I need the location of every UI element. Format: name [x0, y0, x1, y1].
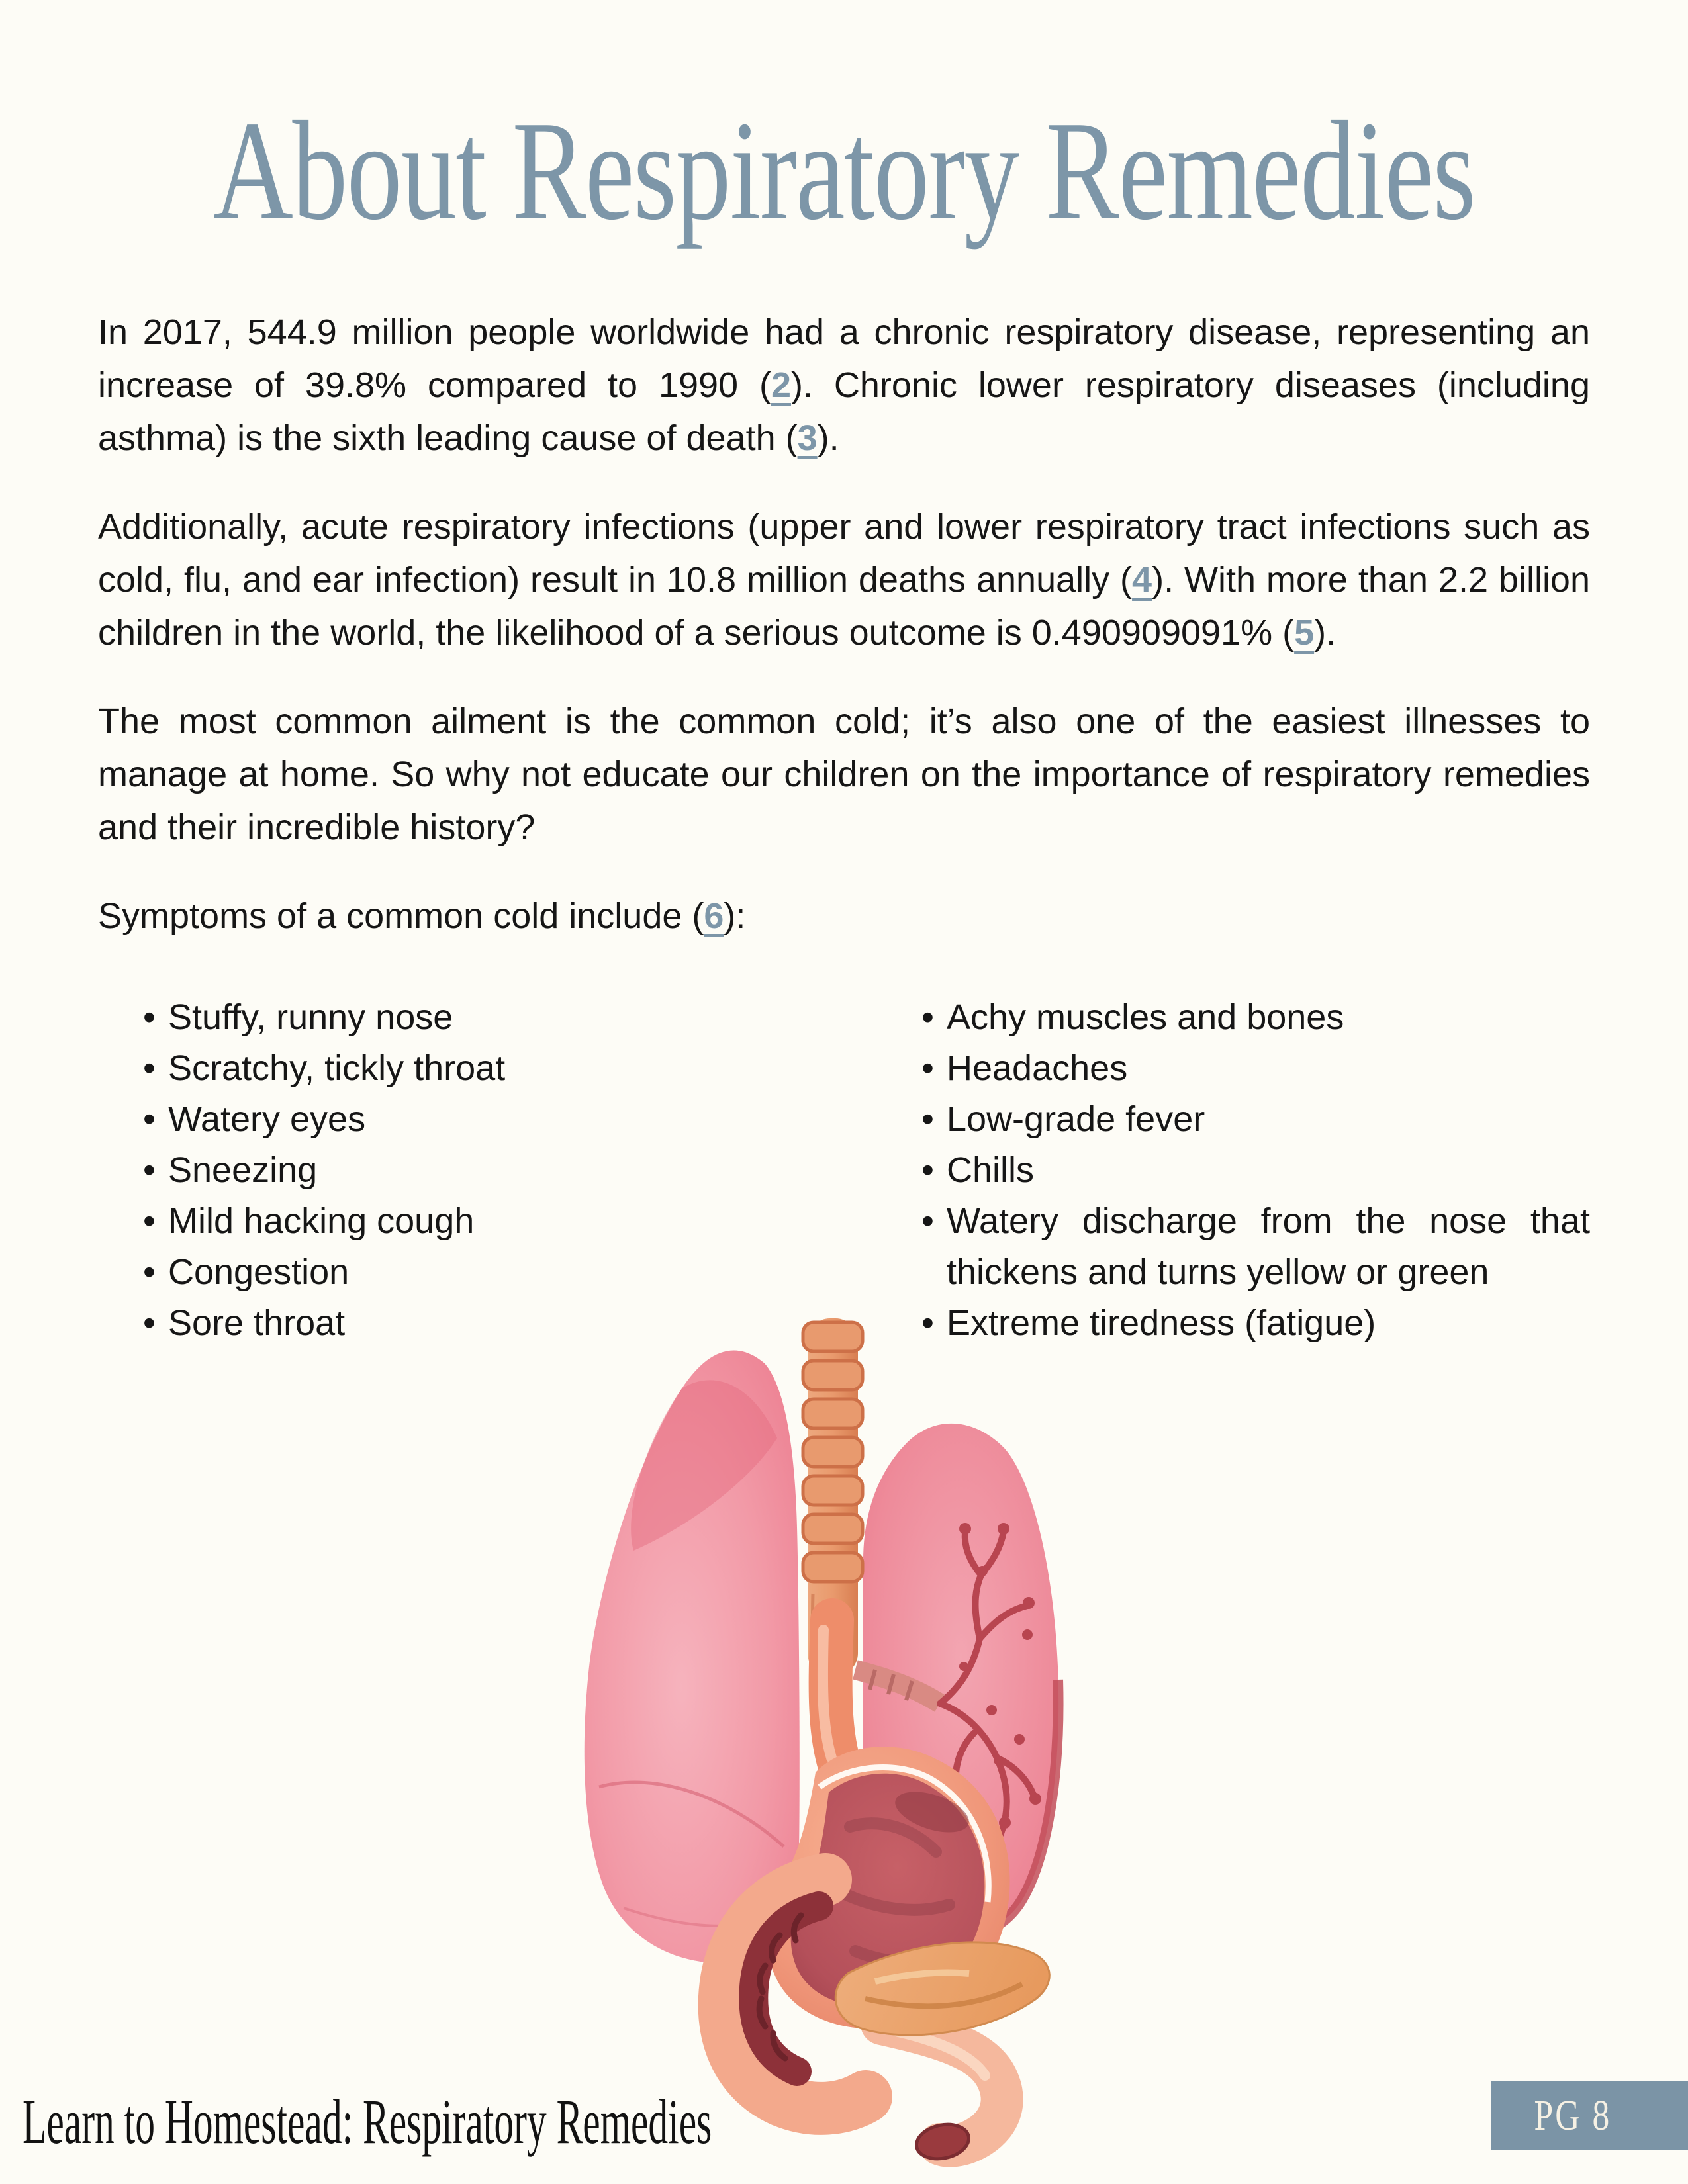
text-run: ):	[724, 896, 746, 936]
symptom-list-item: • Watery discharge from the nose that thickens and turns yellow or green	[920, 1196, 1590, 1298]
citation-link-2[interactable]: 2	[771, 365, 792, 405]
text-run: ). Chronic lower respiratory diseases (including asthma) is the sixth leading cause of death (	[98, 365, 1590, 458]
symptom-list-item: • Sneezing	[142, 1145, 920, 1196]
symptom-list-item: • Chills	[920, 1145, 1590, 1196]
page-title	[0, 78, 1688, 263]
text-run: ).	[817, 418, 839, 458]
left-lung-shape	[585, 1350, 800, 1963]
paragraph-intro-stats	[98, 306, 1590, 465]
symptom-list-item: • Headaches	[920, 1043, 1590, 1094]
footer-title-text: Learn to Homestead: Respiratory Remedies	[23, 2086, 712, 2157]
text-run: Symptoms of a common cold include (	[98, 896, 704, 936]
symptom-list-item: • Sore throat	[142, 1298, 920, 1349]
symptom-list-right	[920, 992, 1590, 1349]
text-run: Additionally, acute respiratory infections (upper and lower respiratory tract infections such as cold, flu, and ear infection) result in 10.8 million deaths annually (	[98, 507, 1590, 600]
symptom-columns	[98, 992, 1590, 1349]
respiratory-system-illustration	[564, 1309, 1080, 2176]
symptom-list-item: • Stuffy, runny nose	[142, 992, 920, 1043]
paragraph-acute-infections	[98, 500, 1590, 659]
symptoms-intro-line	[98, 889, 1590, 942]
citation-link-3[interactable]: 3	[797, 418, 818, 458]
body-content	[98, 306, 1590, 1349]
page-title-text: About Respiratory Remedies	[212, 91, 1476, 250]
text-run: ).	[1314, 613, 1336, 653]
symptom-list-item: • Watery eyes	[142, 1094, 920, 1145]
symptom-list-item: • Low-grade fever	[920, 1094, 1590, 1145]
symptom-list-item: • Extreme tiredness (fatigue)	[920, 1298, 1590, 1349]
text-run: The most common ailment is the common cold; it’s also one of the easiest illnesses to manage at home. So why not educate our children on the importance of respiratory remedies and their incredible history?	[98, 702, 1590, 847]
symptom-list-item: • Mild hacking cough	[142, 1196, 920, 1247]
footer-title	[23, 2083, 1134, 2160]
citation-link-5[interactable]: 5	[1294, 613, 1315, 653]
symptom-list-left	[142, 992, 920, 1349]
citation-link-6[interactable]: 6	[704, 896, 724, 936]
text-run: ). With more than 2.2 billion children in the world, the likelihood of a serious outcome is 0.490909091% (	[98, 560, 1590, 653]
text-run: In 2017, 544.9 million people worldwide had a chronic respiratory disease, representing an increase of 39.8% compared to 1990 (	[98, 312, 1590, 405]
symptom-list-item: • Scratchy, tickly throat	[142, 1043, 920, 1094]
citation-link-4[interactable]: 4	[1132, 560, 1152, 600]
page-number-badge	[1491, 2081, 1688, 2150]
page-number-label: PG 8	[1534, 2091, 1611, 2140]
symptom-list-item: • Congestion	[142, 1247, 920, 1298]
symptom-list-item: • Achy muscles and bones	[920, 992, 1590, 1043]
paragraph-common-cold	[98, 695, 1590, 854]
